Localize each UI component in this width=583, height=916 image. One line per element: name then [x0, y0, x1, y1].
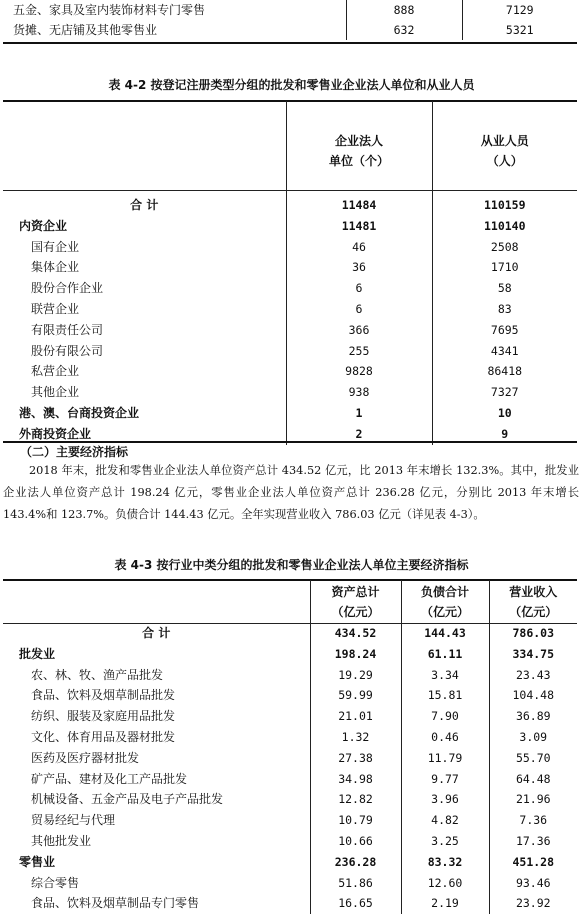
- row-label: 农、林、牧、渔产品批发: [31, 667, 164, 682]
- row-label: 私营企业: [31, 364, 80, 379]
- row-label: 医药及医疗器材批发: [31, 750, 140, 765]
- cell-revenue: 23.43: [489, 665, 577, 686]
- total-revenue: 786.03: [489, 623, 577, 644]
- cell-revenue: 93.46: [489, 873, 577, 894]
- cell-assets: 198.24: [310, 644, 401, 665]
- cell-employees: 2508: [432, 237, 577, 258]
- cell-assets: 21.01: [310, 706, 401, 727]
- row-label: 内资企业: [19, 218, 68, 233]
- cell-assets: 12.82: [310, 789, 401, 810]
- header-rule: [3, 190, 577, 191]
- cell-units: 6: [286, 299, 432, 320]
- header-units: [286, 101, 432, 195]
- table-row: [3, 810, 577, 831]
- table-row: [3, 341, 577, 362]
- total-employees: 110159: [432, 195, 577, 216]
- cell-assets: 19.29: [310, 665, 401, 686]
- cell-liabilities: 83.32: [401, 852, 489, 873]
- cell-revenue: 36.89: [489, 706, 577, 727]
- cell-revenue: 104.48: [489, 685, 577, 706]
- table-4-2-caption: 表 4-2 按登记注册类型分组的批发和零售业企业法人单位和从业人员: [108, 78, 475, 92]
- cell-units: 255: [286, 341, 432, 362]
- cell-liabilities: 3.34: [401, 665, 489, 686]
- table-row: [3, 685, 577, 706]
- row-label: 食品、饮料及烟草制品专门零售: [31, 896, 200, 911]
- cell-units: 632: [346, 20, 462, 40]
- cell-assets: 1.32: [310, 727, 401, 748]
- row-label: 股份有限公司: [31, 343, 104, 358]
- cell-assets: 27.38: [310, 748, 401, 769]
- row-label: 文化、体育用品及器材批发: [31, 729, 176, 744]
- header-employees: [432, 101, 577, 195]
- total-label: 合 计: [130, 198, 159, 212]
- row-label: 港、澳、台商投资企业: [19, 405, 140, 420]
- table-bottom-rule: [3, 42, 577, 44]
- header-liabilities-line2: （亿元）: [420, 604, 469, 619]
- cell-employees: 83: [432, 299, 577, 320]
- row-label: 综合零售: [31, 875, 80, 890]
- header-employees-line2: （人）: [486, 154, 523, 168]
- table-row: [3, 748, 577, 769]
- row-label: 联营企业: [31, 301, 80, 316]
- cell-employees: 5321: [462, 20, 577, 40]
- cell-liabilities: 3.25: [401, 831, 489, 852]
- cell-employees: 110140: [432, 216, 577, 237]
- cell-revenue: 23.92: [489, 893, 577, 914]
- cell-liabilities: 4.82: [401, 810, 489, 831]
- row-label: 纺织、服装及家庭用品批发: [31, 709, 176, 724]
- cell-liabilities: 0.46: [401, 727, 489, 748]
- cell-employees: 4341: [432, 341, 577, 362]
- cell-units: 1: [286, 403, 432, 424]
- row-label: 货摊、无店铺及其他零售业: [13, 23, 158, 37]
- cell-units: 36: [286, 257, 432, 278]
- total-units: 11484: [286, 195, 432, 216]
- total-label: 合 计: [142, 626, 171, 640]
- table-row: [3, 257, 577, 278]
- header-rule: [3, 623, 577, 624]
- row-label: 有限责任公司: [31, 322, 104, 337]
- table-4-2: [3, 101, 577, 445]
- table-row: [3, 382, 577, 403]
- table-row: [3, 20, 577, 40]
- table-row: [3, 727, 577, 748]
- cell-assets: 16.65: [310, 893, 401, 914]
- cell-assets: 51.86: [310, 873, 401, 894]
- cell-revenue: 451.28: [489, 852, 577, 873]
- cell-revenue: 7.36: [489, 810, 577, 831]
- header-revenue-line2: （亿元）: [509, 604, 558, 619]
- cell-liabilities: 15.81: [401, 685, 489, 706]
- cell-assets: 34.98: [310, 769, 401, 790]
- cell-liabilities: 12.60: [401, 873, 489, 894]
- cell-revenue: 55.70: [489, 748, 577, 769]
- cell-liabilities: 61.11: [401, 644, 489, 665]
- table-row: [3, 706, 577, 727]
- cell-revenue: 17.36: [489, 831, 577, 852]
- table-row: [3, 320, 577, 341]
- cell-employees: 7129: [462, 0, 577, 20]
- cell-units: 46: [286, 237, 432, 258]
- cell-liabilities: 11.79: [401, 748, 489, 769]
- table-row: [3, 789, 577, 810]
- cell-assets: 59.99: [310, 685, 401, 706]
- row-label: 零售业: [19, 854, 56, 869]
- table-4-3: [3, 580, 577, 914]
- cell-units: 11481: [286, 216, 432, 237]
- continued-table: [3, 0, 577, 40]
- header-liabilities-line1: 负债合计: [420, 584, 469, 599]
- row-label: 五金、家具及室内装饰材料专门零售: [13, 3, 206, 17]
- row-label: 其他企业: [31, 385, 80, 400]
- cell-revenue: 21.96: [489, 789, 577, 810]
- cell-revenue: 334.75: [489, 644, 577, 665]
- row-label: 矿产品、建材及化工产品批发: [31, 771, 188, 786]
- row-label: 批发业: [19, 646, 56, 661]
- cell-employees: 58: [432, 278, 577, 299]
- row-label: 食品、饮料及烟草制品批发: [31, 688, 176, 703]
- cell-liabilities: 2.19: [401, 893, 489, 914]
- section-heading: （二）主要经济指标: [20, 445, 129, 459]
- table-row: [3, 769, 577, 790]
- cell-employees: 7327: [432, 382, 577, 403]
- cell-assets: 10.66: [310, 831, 401, 852]
- header-assets: [310, 580, 401, 623]
- cell-revenue: 3.09: [489, 727, 577, 748]
- cell-units: 2: [286, 424, 432, 445]
- row-label: 国有企业: [31, 239, 80, 254]
- cell-units: 938: [286, 382, 432, 403]
- table-row: [3, 873, 577, 894]
- cell-liabilities: 3.96: [401, 789, 489, 810]
- cell-assets: 236.28: [310, 852, 401, 873]
- table-row: [3, 831, 577, 852]
- table-row: [3, 893, 577, 914]
- cell-employees: 86418: [432, 361, 577, 382]
- header-employees-line1: 从业人员: [480, 134, 529, 148]
- header-units-line2: 单位（个）: [328, 154, 389, 168]
- cell-revenue: 64.48: [489, 769, 577, 790]
- table-row: [3, 216, 577, 237]
- cell-liabilities: 7.90: [401, 706, 489, 727]
- table-row: [3, 237, 577, 258]
- header-revenue-line1: 营业收入: [509, 584, 558, 599]
- table-row: [3, 644, 577, 665]
- section-paragraph: 2018 年末，批发和零售业企业法人单位资产总计 434.52 亿元，比 2013 年末增长 132.3%。其中，批发业企业法人单位资产总计 198.24 亿元，零售业企业法人单位资产总计 236.28 亿元，分别比 2013 年末增长 143.4%和 123.7%。负债合计 144.43 亿元。全年实现营业收入 786.03 亿元（详见表 4-3）。: [3, 464, 579, 521]
- header-assets-line2: （亿元）: [331, 604, 380, 619]
- header-blank: [3, 580, 310, 623]
- table-row: [3, 278, 577, 299]
- table-row: [3, 852, 577, 873]
- cell-employees: 7695: [432, 320, 577, 341]
- header-units-line1: 企业法人: [334, 134, 383, 148]
- total-row: [3, 195, 577, 216]
- table-row: [3, 299, 577, 320]
- table-row: [3, 403, 577, 424]
- cell-liabilities: 9.77: [401, 769, 489, 790]
- table-row: [3, 361, 577, 382]
- row-label: 其他批发业: [31, 833, 92, 848]
- table-4-3-caption: 表 4-3 按行业中类分组的批发和零售业企业法人单位主要经济指标: [114, 558, 469, 572]
- cell-assets: 10.79: [310, 810, 401, 831]
- header-revenue: [489, 580, 577, 623]
- row-label: 股份合作企业: [31, 281, 104, 296]
- row-label: 外商投资企业: [19, 426, 92, 441]
- cell-units: 9828: [286, 361, 432, 382]
- total-assets: 434.52: [310, 623, 401, 644]
- header-liabilities: [401, 580, 489, 623]
- cell-units: 6: [286, 278, 432, 299]
- table-row: [3, 0, 577, 20]
- table-row: [3, 665, 577, 686]
- cell-units: 366: [286, 320, 432, 341]
- row-label: 机械设备、五金产品及电子产品批发: [31, 792, 224, 807]
- header-assets-line1: 资产总计: [331, 584, 380, 599]
- cell-employees: 10: [432, 403, 577, 424]
- total-liabilities: 144.43: [401, 623, 489, 644]
- row-label: 贸易经纪与代理: [31, 813, 116, 828]
- row-label: 集体企业: [31, 260, 80, 275]
- cell-employees: 9: [432, 424, 577, 445]
- cell-units: 888: [346, 0, 462, 20]
- header-blank: [3, 101, 286, 195]
- cell-employees: 1710: [432, 257, 577, 278]
- total-row: [3, 623, 577, 644]
